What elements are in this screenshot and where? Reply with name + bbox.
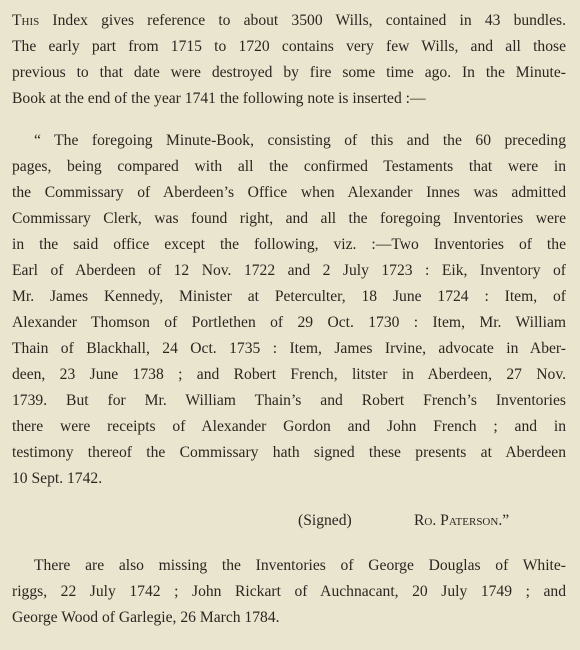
intro-line-1 <box>12 11 566 31</box>
intro-line-4: Book at the end of the year 1741 the following note is inserted :— <box>12 90 426 107</box>
quote-line-11: 1739. But for Mr. William Thain’s and Robert French’s Inventories <box>12 392 566 409</box>
quote-line-10: deen, 23 June 1738 ; and Robert French, litster in Aberdeen, 27 Nov. <box>12 366 566 383</box>
intro-line-1-text: Index gives reference to about 3500 Wills, contained in 43 bundles. <box>39 12 566 29</box>
quote-line-12: there were receipts of Alexander Gordon and John French ; and in <box>12 418 566 435</box>
quote-line-7: Mr. James Kennedy, Minister at Peterculter, 18 June 1724 : Item, of <box>12 288 566 305</box>
intro-line-3: previous to that date were destroyed by fire some time ago. In the Minute- <box>12 64 566 81</box>
closing-line-2: riggs, 22 July 1742 ; John Rickart of Auchnacant, 20 July 1749 ; and <box>12 583 566 600</box>
signature-label: (Signed) <box>298 512 352 529</box>
quote-line-5: in the said office except the following, viz. :—Two Inventories of the <box>12 236 566 253</box>
quote-line-1: “ The foregoing Minute-Book, consisting of this and the 60 preceding <box>34 132 566 149</box>
intro-lead-word: This <box>12 12 40 29</box>
quote-line-2: pages, being compared with all the confirmed Testaments that were in <box>12 158 566 175</box>
quote-line-8: Alexander Thomson of Portlethen of 29 Oct. 1730 : Item, Mr. William <box>12 314 566 331</box>
quote-line-9: Thain of Blackhall, 24 Oct. 1735 : Item, James Irvine, advocate in Aber- <box>12 340 566 357</box>
intro-line-2: The early part from 1715 to 1720 contains very few Wills, and all those <box>12 38 566 55</box>
closing-line-3: George Wood of Garlegie, 26 March 1784. <box>12 609 280 626</box>
quote-line-13: testimony thereof the Commissary hath signed these presents at Aberdeen <box>12 444 566 461</box>
quote-line-6: Earl of Aberdeen of 12 Nov. 1722 and 2 July 1723 : Eik, Inventory of <box>12 262 566 279</box>
closing-line-1: There are also missing the Inventories of George Douglas of White- <box>34 557 566 574</box>
signature-name: Ro. Paterson.” <box>414 512 510 529</box>
quote-line-3: the Commissary of Aberdeen’s Office when Alexander Innes was admitted <box>12 184 566 201</box>
quote-line-4: Commissary Clerk, was found right, and all the foregoing Inventories were <box>12 210 566 227</box>
quote-line-14: 10 Sept. 1742. <box>12 470 103 487</box>
